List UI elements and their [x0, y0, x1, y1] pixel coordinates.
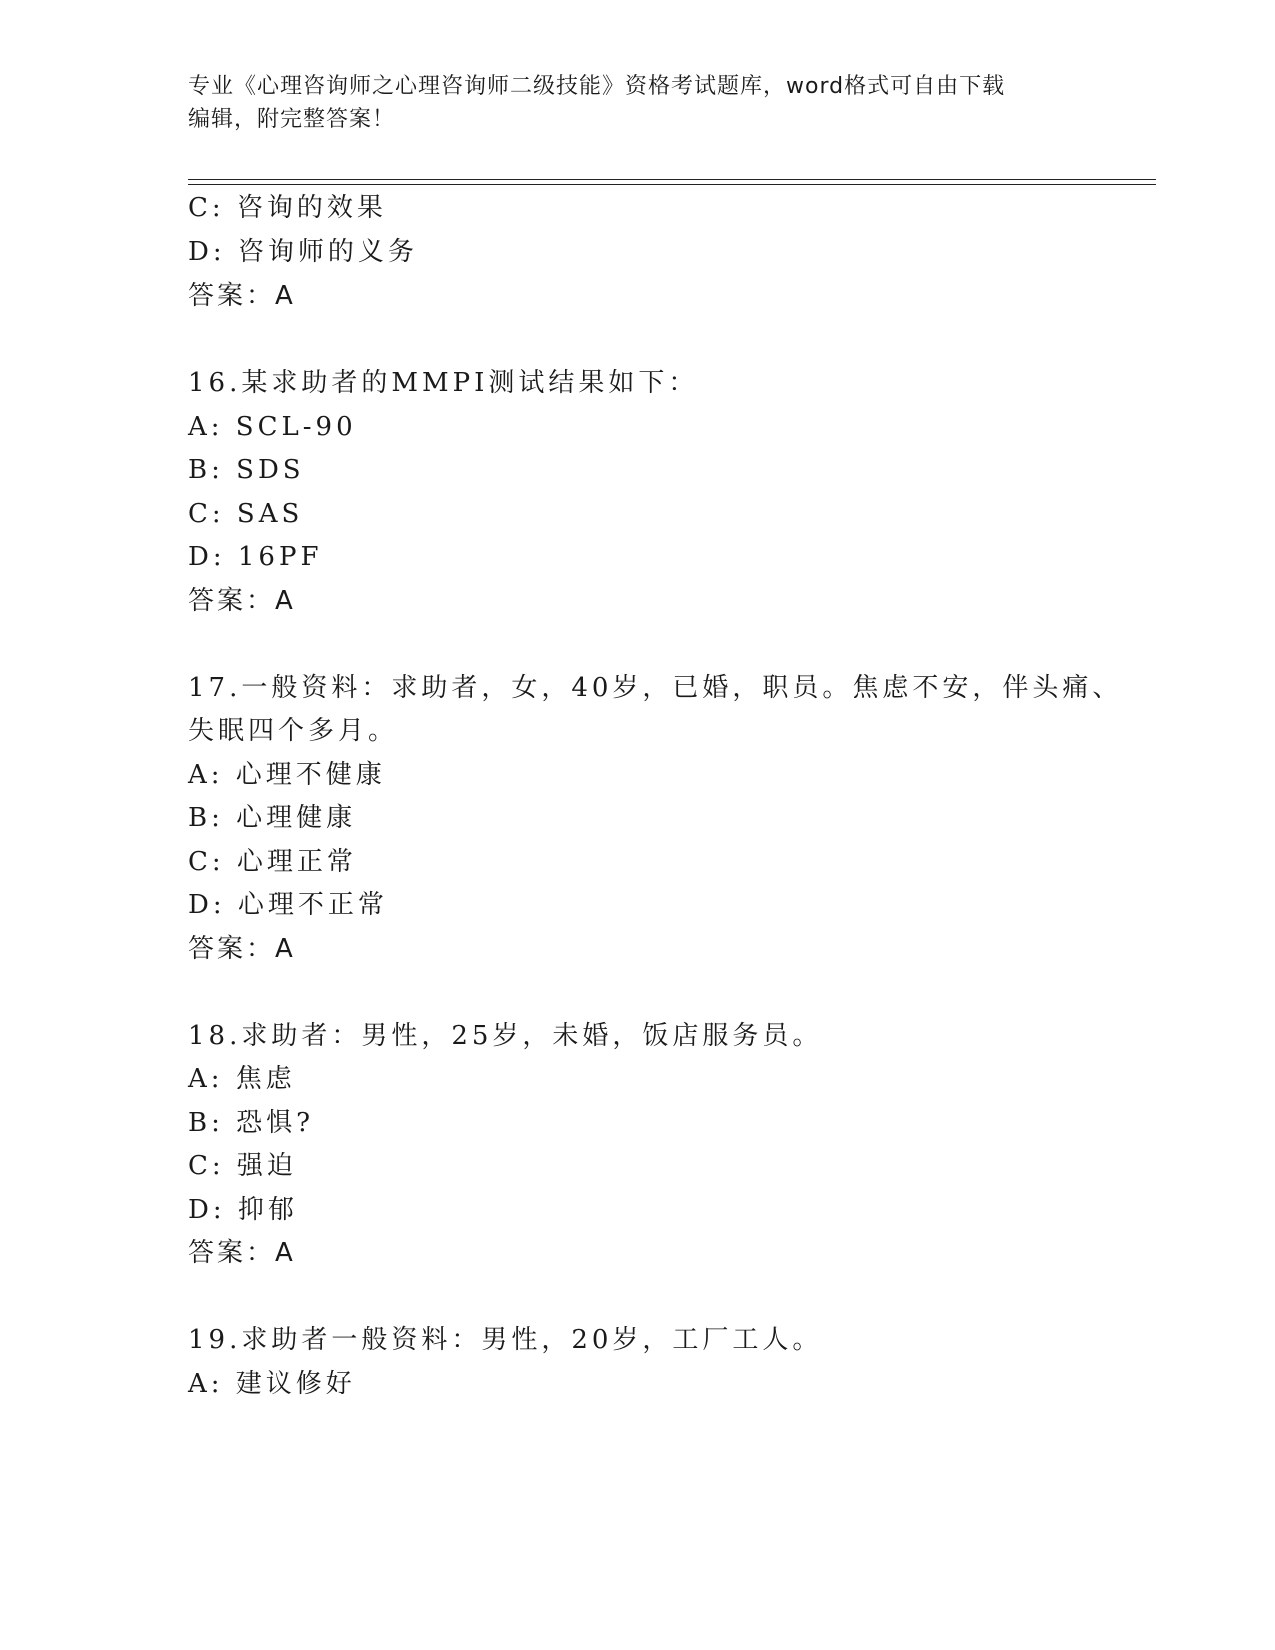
q17-option-c: C: 心理正常 [188, 847, 357, 877]
q17-answer: 答案：A [188, 934, 296, 964]
q15-answer: 答案：A [188, 281, 296, 311]
q16-option-d: D: 16PF [188, 542, 323, 572]
q15-option-d: D: 咨询师的义务 [188, 237, 418, 267]
header-line-1: 专业《心理咨询师之心理咨询师二级技能》资格考试题库，word格式可自由下载 [188, 74, 1006, 99]
header-divider-top [188, 179, 1156, 180]
q18-question: 18.求助者：男性，25岁，未婚，饭店服务员。 [188, 1021, 823, 1051]
q18-option-a: A: 焦虑 [188, 1064, 296, 1094]
header-divider-bottom [188, 184, 1156, 185]
header-line-2: 编辑，附完整答案！ [188, 107, 396, 132]
q16-option-a: A: SCL-90 [188, 412, 357, 442]
q19-option-a: A: 建议修好 [188, 1369, 356, 1399]
q19-question: 19.求助者一般资料：男性，20岁，工厂工人。 [188, 1325, 823, 1355]
q17-question-line-1: 17.一般资料：求助者，女，40岁，已婚，职员。焦虑不安，伴头痛、 [188, 673, 1123, 703]
q18-answer: 答案：A [188, 1238, 296, 1268]
document-header [188, 70, 1068, 136]
q18-option-c: C: 强迫 [188, 1151, 297, 1181]
q17-option-d: D: 心理不正常 [188, 890, 388, 920]
q17-option-a: A: 心理不健康 [188, 760, 386, 790]
q17-option-b: B: 心理健康 [188, 803, 357, 833]
q18-option-d: D: 抑郁 [188, 1195, 298, 1225]
q16-question: 16.某求助者的MMPI测试结果如下： [188, 368, 699, 398]
q16-answer: 答案：A [188, 586, 296, 616]
q15-option-c: C: 咨询的效果 [188, 193, 387, 223]
q16-option-c: C: SAS [188, 499, 304, 529]
q16-option-b: B: SDS [188, 455, 305, 485]
q18-option-b: B: 恐惧? [188, 1108, 315, 1138]
q17-question-line-2: 失眠四个多月。 [188, 716, 399, 746]
